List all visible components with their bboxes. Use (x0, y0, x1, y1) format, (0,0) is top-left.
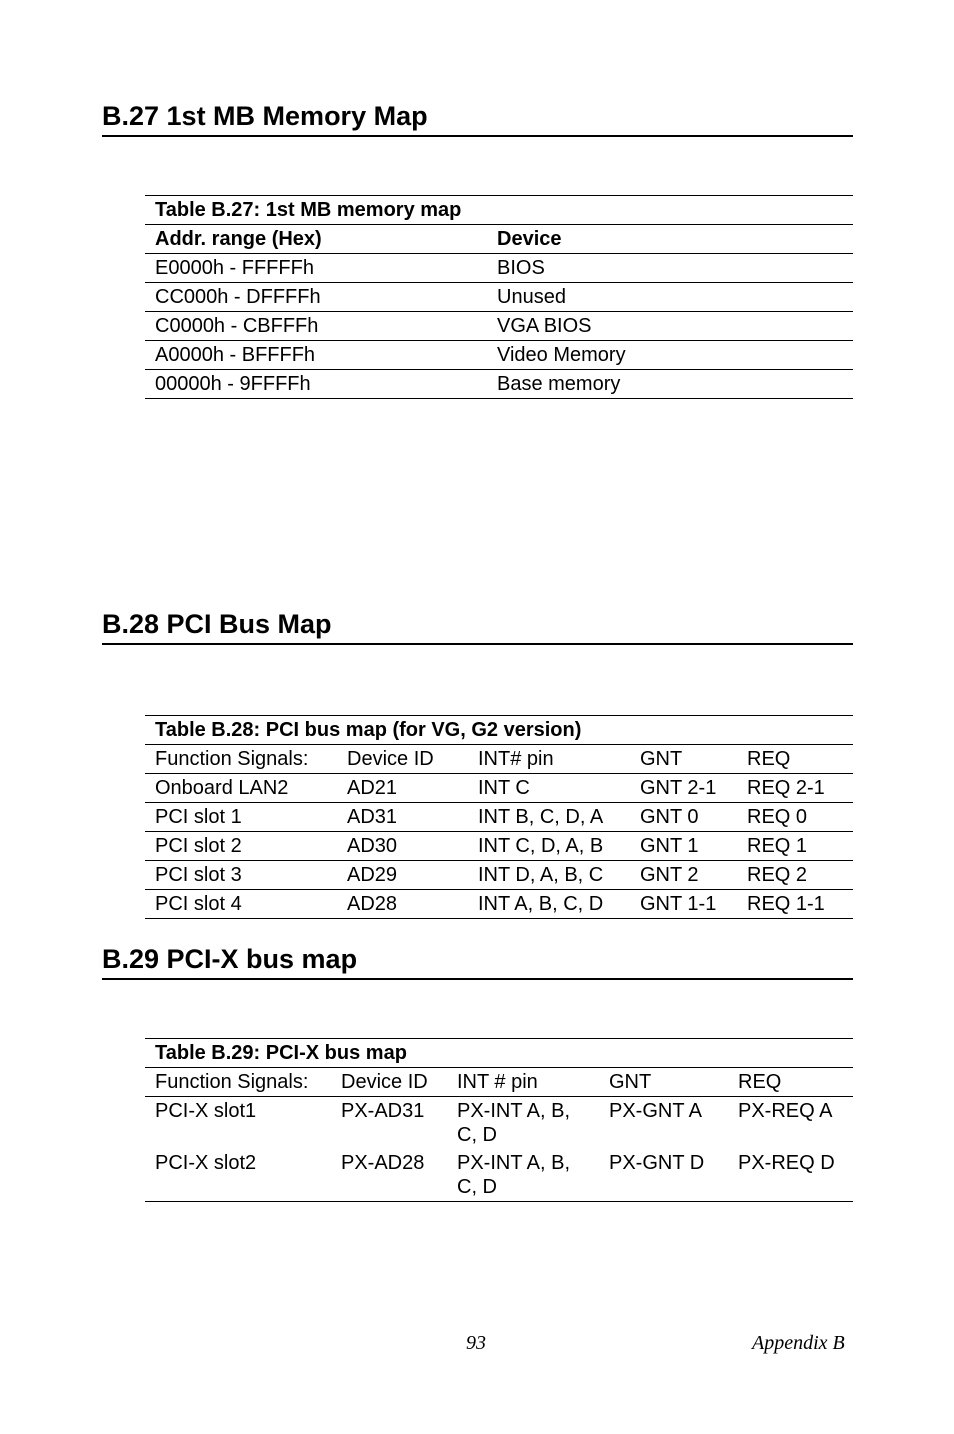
column-header: Function Signals: (145, 1068, 331, 1097)
table-cell: INT D, A, B, C (468, 861, 630, 890)
table-caption: Table B.27: 1st MB memory map (145, 196, 853, 225)
table-cell: GNT 2 (630, 861, 737, 890)
table-cell: AD28 (337, 890, 468, 919)
table-cell: REQ 0 (737, 803, 853, 832)
section-b29 (102, 943, 853, 980)
table-cell: 00000h - 9FFFFh (145, 370, 487, 399)
table-cell: PX-INT A, B, C, D (457, 1100, 570, 1146)
table-cell: PX-REQ A (738, 1100, 833, 1122)
pci-bus-map-table (145, 715, 853, 919)
table-cell: AD31 (337, 803, 468, 832)
table-cell: Video Memory (487, 341, 853, 370)
table-header-row (145, 225, 853, 254)
table-caption-row (145, 716, 853, 745)
table-row (145, 283, 853, 312)
section-b27 (102, 100, 853, 137)
table-caption: Table B.29: PCI-X bus map (145, 1039, 853, 1068)
table-header-row (145, 745, 853, 774)
table-cell: PX-REQ D (728, 1149, 853, 1202)
table-row (145, 370, 853, 399)
table-row (145, 832, 853, 861)
table-cell: A0000h - BFFFFh (145, 341, 487, 370)
table-cell: PCI slot 4 (145, 890, 337, 919)
table-row (145, 1097, 853, 1150)
column-header: GNT (630, 745, 737, 774)
table-cell: PCI slot 1 (145, 803, 337, 832)
table-row (145, 1149, 853, 1202)
table-cell: AD29 (337, 861, 468, 890)
table-row (145, 312, 853, 341)
column-header: REQ (728, 1068, 853, 1097)
section-heading: B.29 PCI-X bus map (102, 943, 853, 980)
table-cell: Base memory (487, 370, 853, 399)
table-cell: INT A, B, C, D (468, 890, 630, 919)
table-cell: GNT 2-1 (630, 774, 737, 803)
table-cell: E0000h - FFFFFh (145, 254, 487, 283)
column-header: INT# pin (468, 745, 630, 774)
column-header: REQ (737, 745, 853, 774)
section-heading: B.28 PCI Bus Map (102, 608, 853, 645)
table-cell: PX-AD31 (341, 1100, 425, 1122)
table-caption-row (145, 196, 853, 225)
column-header: Device (487, 225, 853, 254)
table-cell: PCI-X slot2 (145, 1149, 331, 1202)
memory-map-table (145, 195, 853, 399)
table-cell: GNT 1-1 (630, 890, 737, 919)
page-number: 93 (466, 1332, 486, 1354)
table-header-row (145, 1068, 853, 1097)
table-cell: C0000h - CBFFFh (145, 312, 487, 341)
table-cell: PCI-X slot1 (155, 1100, 257, 1122)
table-cell: CC000h - DFFFFh (145, 283, 487, 312)
table-row (145, 890, 853, 919)
column-header: Device ID (331, 1068, 447, 1097)
table-cell: REQ 1-1 (737, 890, 853, 919)
table-row (145, 861, 853, 890)
table-row (145, 803, 853, 832)
table-cell: PCI slot 3 (145, 861, 337, 890)
table-cell: AD30 (337, 832, 468, 861)
table-cell: PCI slot 2 (145, 832, 337, 861)
table-cell: REQ 1 (737, 832, 853, 861)
section-heading: B.27 1st MB Memory Map (102, 100, 853, 137)
table-cell: Onboard LAN2 (145, 774, 337, 803)
table-cell: Unused (487, 283, 853, 312)
table-cell: REQ 2-1 (737, 774, 853, 803)
table-cell: REQ 2 (737, 861, 853, 890)
table-caption: Table B.28: PCI bus map (for VG, G2 version) (145, 716, 853, 745)
column-header: INT # pin (447, 1068, 599, 1097)
table-cell: INT C, D, A, B (468, 832, 630, 861)
table-row (145, 774, 853, 803)
appendix-label: Appendix B (752, 1332, 845, 1354)
table-cell: INT B, C, D, A (468, 803, 630, 832)
table-caption-row (145, 1039, 853, 1068)
table-row (145, 341, 853, 370)
table-cell: AD21 (337, 774, 468, 803)
table-cell: PX-INT A, B, C, D (447, 1149, 599, 1202)
table-cell: PX-AD28 (331, 1149, 447, 1202)
column-header: Addr. range (Hex) (145, 225, 487, 254)
table-cell: PX-GNT A (609, 1100, 702, 1122)
table-cell: PX-GNT D (599, 1149, 728, 1202)
table-cell: GNT 1 (630, 832, 737, 861)
table-cell: INT C (468, 774, 630, 803)
table-cell: GNT 0 (630, 803, 737, 832)
table-row (145, 254, 853, 283)
table-cell: BIOS (487, 254, 853, 283)
pcix-bus-map-table (145, 1038, 853, 1202)
section-b28 (102, 608, 853, 645)
column-header: Function Signals: (145, 745, 337, 774)
table-cell: VGA BIOS (487, 312, 853, 341)
column-header: Device ID (337, 745, 468, 774)
column-header: GNT (599, 1068, 728, 1097)
